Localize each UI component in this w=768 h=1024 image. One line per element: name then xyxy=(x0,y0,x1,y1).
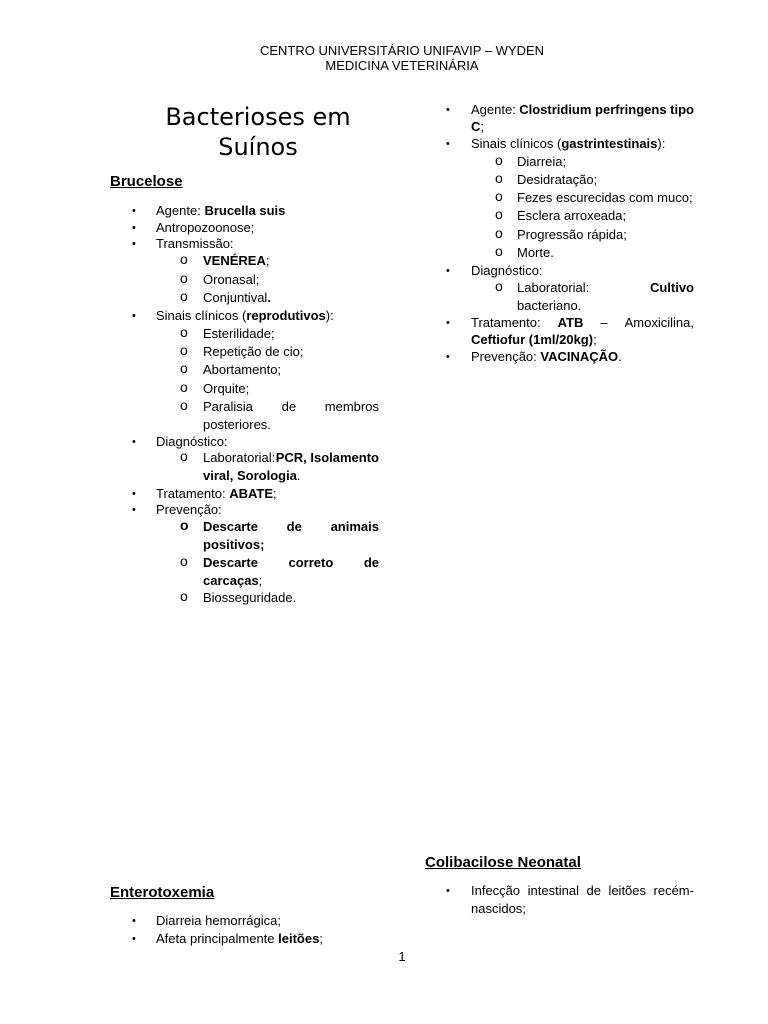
bullet-icon: • xyxy=(446,138,450,150)
sub-list-item-continuation: carcaças; xyxy=(203,573,263,588)
sub-bullet-icon: o xyxy=(495,206,503,222)
bullet-icon: • xyxy=(446,885,450,897)
list-item: Tratamento: ABATE; xyxy=(156,486,277,501)
sub-list-item: Fezes escurecidas com muco; xyxy=(517,190,693,205)
list-item: Diarreia hemorrágica; xyxy=(156,913,281,928)
list-item: Transmissão: xyxy=(156,236,234,251)
sub-list-item: Laboratorial: PCR, Isolamento xyxy=(203,450,379,465)
sub-bullet-icon: o xyxy=(495,152,503,168)
sub-list-item: Progressão rápida; xyxy=(517,227,627,242)
sub-list-item: Abortamento; xyxy=(203,362,282,377)
sub-list-item: Descarte de animais xyxy=(203,519,379,534)
sub-list-item: Morte. xyxy=(517,245,554,260)
sub-bullet-icon: o xyxy=(180,251,188,267)
sub-bullet-icon: o xyxy=(180,288,188,304)
document-title-line1: Bacterioses em xyxy=(165,103,351,131)
list-item: Agente: Brucella suis xyxy=(156,203,286,218)
sub-list-item-continuation: viral, Sorologia. xyxy=(203,468,301,483)
list-item: Prevenção: VACINAÇÃO. xyxy=(471,349,622,364)
list-item: Tratamento: ATB – Amoxicilina, xyxy=(471,315,694,330)
bullet-icon: • xyxy=(446,351,450,363)
sub-list-item: Orquite; xyxy=(203,381,250,396)
list-item: Diagnóstico: xyxy=(471,263,543,278)
list-item: Afeta principalmente leitões; xyxy=(156,931,323,946)
brucelose-heading: Brucelose xyxy=(110,173,183,190)
sub-bullet-icon: o xyxy=(180,448,188,464)
course-name: MEDICINA VETERINÁRIA xyxy=(325,58,479,73)
colibacilose-heading: Colibacilose Neonatal xyxy=(425,854,581,871)
sub-list-item: Oronasal; xyxy=(203,272,260,287)
list-item: Sinais clínicos (gastrintestinais): xyxy=(471,136,666,151)
list-item: Agente: Clostridium perfringens tipo xyxy=(471,102,694,117)
list-item-continuation: Ceftiofur (1ml/20kg); xyxy=(471,332,597,347)
page-number: 1 xyxy=(398,949,406,964)
bullet-icon: • xyxy=(446,265,450,277)
sub-list-item: Descarte correto de xyxy=(203,555,379,570)
list-item: Diagnóstico: xyxy=(156,434,228,449)
list-item: Infecção intestinal de leitões recém- xyxy=(471,883,694,898)
sub-list-item-continuation: positivos; xyxy=(203,537,265,552)
sub-bullet-icon: o xyxy=(180,553,188,569)
sub-bullet-icon: o xyxy=(495,225,503,241)
list-item-continuation: nascidos; xyxy=(471,901,526,916)
list-item: Prevenção: xyxy=(156,502,222,517)
institution-name: CENTRO UNIVERSITÁRIO UNIFAVIP – WYDEN xyxy=(259,43,545,58)
bullet-icon: • xyxy=(132,933,136,945)
bullet-icon: • xyxy=(132,238,136,250)
document-title-line2: Suínos xyxy=(218,133,298,161)
sub-list-item: Paralisia de membros xyxy=(203,399,379,414)
list-item-continuation: C; xyxy=(471,119,485,134)
sub-bullet-icon: o xyxy=(180,270,188,286)
bullet-icon: • xyxy=(132,436,136,448)
sub-list-item: Esterilidade; xyxy=(203,326,275,341)
list-item: Sinais clínicos (reprodutivos): xyxy=(156,308,334,323)
sub-bullet-icon: o xyxy=(180,342,188,358)
sub-bullet-icon: o xyxy=(180,360,188,376)
sub-bullet-icon: o xyxy=(180,588,188,604)
bullet-icon: • xyxy=(132,504,136,516)
sub-list-item: VENÉREA; xyxy=(203,253,270,268)
bullet-icon: • xyxy=(446,104,450,116)
sub-bullet-icon: o xyxy=(495,170,503,186)
bullet-icon: • xyxy=(132,488,136,500)
sub-list-item: Repetição de cio; xyxy=(203,344,304,359)
sub-list-item: Biosseguridade. xyxy=(203,590,297,605)
sub-bullet-icon: o xyxy=(180,517,189,533)
sub-list-item-continuation: posteriores. xyxy=(203,417,271,432)
bullet-icon: • xyxy=(132,915,136,927)
sub-bullet-icon: o xyxy=(495,243,503,259)
sub-list-item-continuation: bacteriano. xyxy=(517,298,582,313)
list-item: Antropozoonose; xyxy=(156,220,255,235)
sub-bullet-icon: o xyxy=(180,379,188,395)
sub-bullet-icon: o xyxy=(180,397,188,413)
bullet-icon: • xyxy=(132,222,136,234)
bullet-icon: • xyxy=(446,317,450,329)
bullet-icon: • xyxy=(132,205,136,217)
sub-bullet-icon: o xyxy=(495,278,503,294)
sub-list-item: Esclera arroxeada; xyxy=(517,208,627,223)
bullet-icon: • xyxy=(132,310,136,322)
sub-bullet-icon: o xyxy=(180,324,188,340)
sub-list-item: Laboratorial: Cultivo xyxy=(517,280,694,295)
sub-list-item: Diarreia; xyxy=(517,154,567,169)
sub-bullet-icon: o xyxy=(495,188,503,204)
sub-list-item: Conjuntival. xyxy=(203,290,271,305)
sub-list-item: Desidratação; xyxy=(517,172,598,187)
enterotoxemia-heading: Enterotoxemia xyxy=(110,884,215,901)
